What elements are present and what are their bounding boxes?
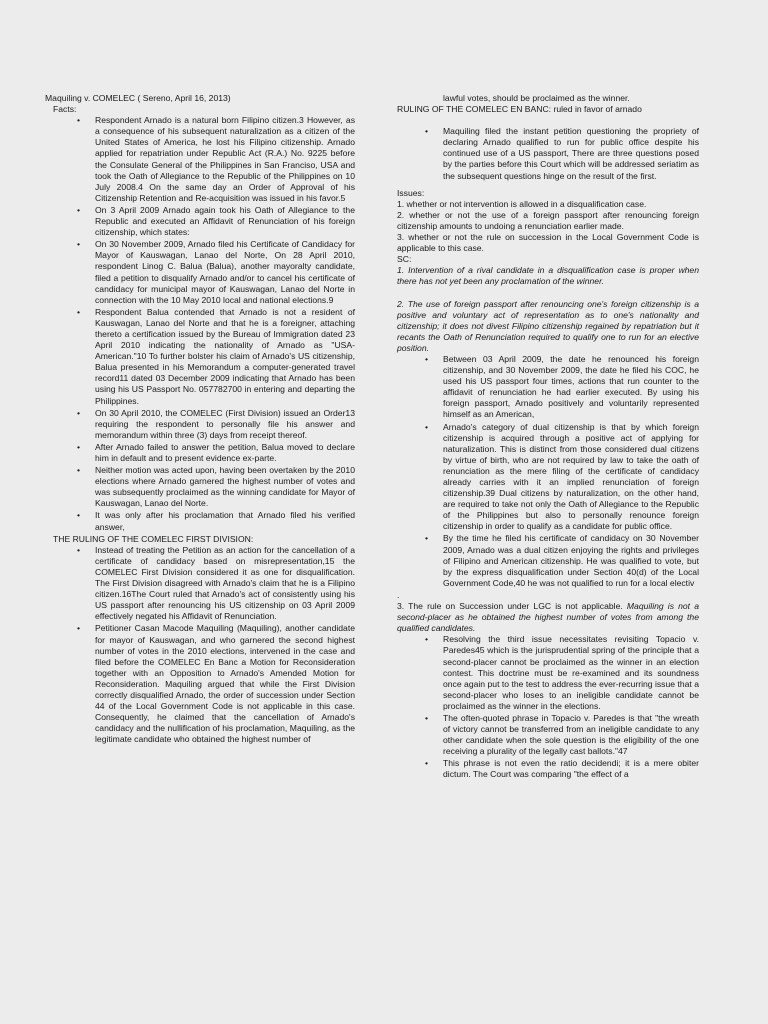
en-banc-heading: RULING OF THE COMELEC EN BANC: ruled in favor of arnado <box>397 104 642 115</box>
list-item: • On 3 April 2009 Arnado again took his Oath of Allegiance to the Republic and executed an Affidavit of Renunciation of his foreign citizenship, which states: <box>77 204 355 238</box>
list-item: • Petitioner Casan Macode Maquiling (Maquiling), another candidate for mayor of Kauswagan, and who garnered the second highest number of votes in the 2010 elections, intervened in the case and filed before the COMELEC En Banc a Motion for Reconsideration together with an Opposition to Arnado's Amended Motion for Reconsideration. Maquiling argued that while the First Division correctly disqualified Arnado, the order of succession under Section 44 of the Local Government Code is not applicable in this case. Consequently, he claimed that the cancellation of Arnado's candidacy and the nullification of his proclamation, Maquiling, as the legitimate candidate who obtained the highest number of <box>77 623 355 745</box>
sc-ruling-2: 2. The use of foreign passport after renouncing one's foreign citizenship is a positive and voluntary act of representation as to one's nationality and citizenship; it does not divest Filipino citizenship regained by repatriation but it recants the Oath of Renunciation required to qualify one to run for an elective position. <box>397 298 699 353</box>
list-item: • Between 03 April 2009, the date he renounced his foreign citizenship, and 30 November 2009, the date he filed his COC, he used his US passport four times, actions that run counter to the affidavit of renunciation he had earlier executed. By using his foreign passport, Arnado positively and voluntarily represented himself as an American, <box>425 353 699 420</box>
issue-item: 2. whether or not the use of a foreign passport after renouncing foreign citizenship amounts to undoing a renunciation earlier made. <box>397 209 699 231</box>
list-item: • On 30 November 2009, Arnado filed his Certificate of Candidacy for Mayor of Kauswagan, Lanao del Norte, On 28 April 2010, respondent Linog C. Balua (Balua), another mayoralty candidate, filed a petition to disqualify Arnado and/or to cancel his certificate of candidacy for municipal mayor of Kauswagan, Lanao del Norte in connection with the 10 May 2010 local and national elections.9 <box>77 239 355 305</box>
list-item: • Maquiling filed the instant petition questioning the propriety of declaring Arnado qualified to run for public office despite his continued use of a US passport, There are three questions posed by the parties before this Court which will be addressed seriatim as the subsequent questions hinge on the result of the first. <box>425 126 699 181</box>
first-division-heading: THE RULING OF THE COMELEC FIRST DIVISION: <box>53 533 254 544</box>
sc-ruling-3 <box>397 601 699 634</box>
facts-list <box>45 115 355 532</box>
right-column <box>397 93 699 782</box>
list-item: • Instead of treating the Petition as an action for the cancellation of a certificate of candidacy based on misrepresentation,15 the COMELEC First Division considered it as one for disqualification. The First Division disagreed with Arnado's claim that he is a Filipino citizen.16The Court ruled that Arnado's act of consistently using his US passport after renouncing his US citizenship on 03 April 2009 effectively negated his Affidavit of Renunciation. <box>77 544 355 622</box>
list-item: • After Arnado failed to answer the petition, Balua moved to declare him in default and to present evidence ex-parte. <box>77 441 355 463</box>
facts-heading: Facts: <box>53 104 77 115</box>
sc-ruling-3-italic: Maquiling is not a second-placer as he obtained the highest number of votes from among the qualified candidates. <box>397 601 699 634</box>
list-item: • This phrase is not even the ratio decidendi; it is a mere obiter dictum. The Court was comparing "the effect of a <box>425 758 699 780</box>
separator-period: . <box>397 589 400 600</box>
case-title: Maquiling v. COMELEC ( Sereno, April 16, 2013) <box>45 93 231 103</box>
issue-item: 3. whether or not the rule on succession in the Local Government Code is applicable to this case. <box>397 232 699 254</box>
list-item: • It was only after his proclamation that Arnado filed his verified answer, <box>77 510 355 532</box>
list-item: • The often-quoted phrase in Topacio v. Paredes is that "the wreath of victory cannot be transferred from an ineligible candidate to any other candidate when the sole question is the eligibility of the one receiving a plurality of the legally cast ballots."47 <box>425 712 699 757</box>
sc-2-points <box>397 354 699 589</box>
list-item: • On 30 April 2010, the COMELEC (First Division) issued an Order13 requiring the respondent to personally file his answer and memorandum within three (3) days from receipt thereof. <box>77 407 355 440</box>
sc-3-points <box>397 634 699 780</box>
issue-item: 1. whether or not intervention is allowed in a disqualification case. <box>397 198 647 209</box>
list-item: • Arnado's category of dual citizenship is that by which foreign citizenship is acquired through a positive act of applying for naturalization. This is distinct from those considered dual citizens by virtue of birth, who are not required by law to take the oath of renunciation as the mere filing of the certificate of candidacy already carries with it an implied renunciation of foreign citizenship.39 Dual citizens by naturalization, on the other hand, are required to take not only the Oath of Allegiance to the Republic of the Philippines but also to personally renounce foreign citizenship in order to qualify as a candidate for public office. <box>425 421 699 532</box>
list-item: • Neither motion was acted upon, having been overtaken by the 2010 elections where Arnado garnered the highest number of votes and was subsequently proclaimed as the winning candidate for Mayor of Kauswagan, Lanao del Norte. <box>77 465 355 509</box>
en-banc-list <box>397 126 699 181</box>
sc-ruling-1: 1. Intervention of a rival candidate in a disqualification case is proper when there has not yet been any proclamation of the winner. <box>397 265 699 287</box>
first-division-list <box>45 545 355 746</box>
left-column <box>45 93 355 746</box>
sc-heading: SC: <box>397 254 412 265</box>
issues-heading: Issues: <box>397 187 425 198</box>
sc-ruling-3-prefix: 3. The rule on Succession under LGC is not applicable. <box>397 601 623 612</box>
list-item: • By the time he filed his certificate of candidacy on 30 November 2009, Arnado was a dual citizen enjoying the rights and privileges of Filipino and American citizenship. He was qualified to vote, but by the express disqualification under Section 40(d) of the Local Government Code,40 he was not qualified to run for a local electiv <box>425 533 699 588</box>
continuation-text: lawful votes, should be proclaimed as the winner. <box>443 93 630 103</box>
list-item: • Resolving the third issue necessitates revisiting Topacio v. Paredes45 which is the jurisprudential spring of the principle that a second-placer cannot be proclaimed as the winner in an election contest. This doctrine must be re-examined and its soundness once again put to the test to address the ever-recurring issue that a second-placer who loses to an ineligible candidate cannot be proclaimed as the winner in the elections. <box>425 634 699 711</box>
list-item: • Respondent Arnado is a natural born Filipino citizen.3 However, as a consequence of his subsequent naturalization as a citizen of the United States of America, he lost his Filipino citizenship. Arnado applied for repatriation under Republic Act (R.A.) No. 9225 before the Consulate General of the Philippines in San Franciso, USA and took the Oath of Allegiance to the Republic of the Philippines on 10 July 2008.4 On the same day an Order of Approval of his Citizenship Retention and Re-acquisition was issued in his favor.5 <box>77 115 355 203</box>
list-item: • Respondent Balua contended that Arnado is not a resident of Kauswagan, Lanao del Norte and that he is a foreigner, attaching thereto a certification issued by the Bureau of Immigration dated 23 April 2010 indicating the nationality of Arnado as "USA-American."10 To further bolster his claim of Arnado's US citizenship, Balua presented in his Memorandum a computer-generated travel record11 dated 03 December 2009 indicating that Arnado has been using his US Passport No. 057782700 in entering and departing the Philippines. <box>77 306 355 406</box>
